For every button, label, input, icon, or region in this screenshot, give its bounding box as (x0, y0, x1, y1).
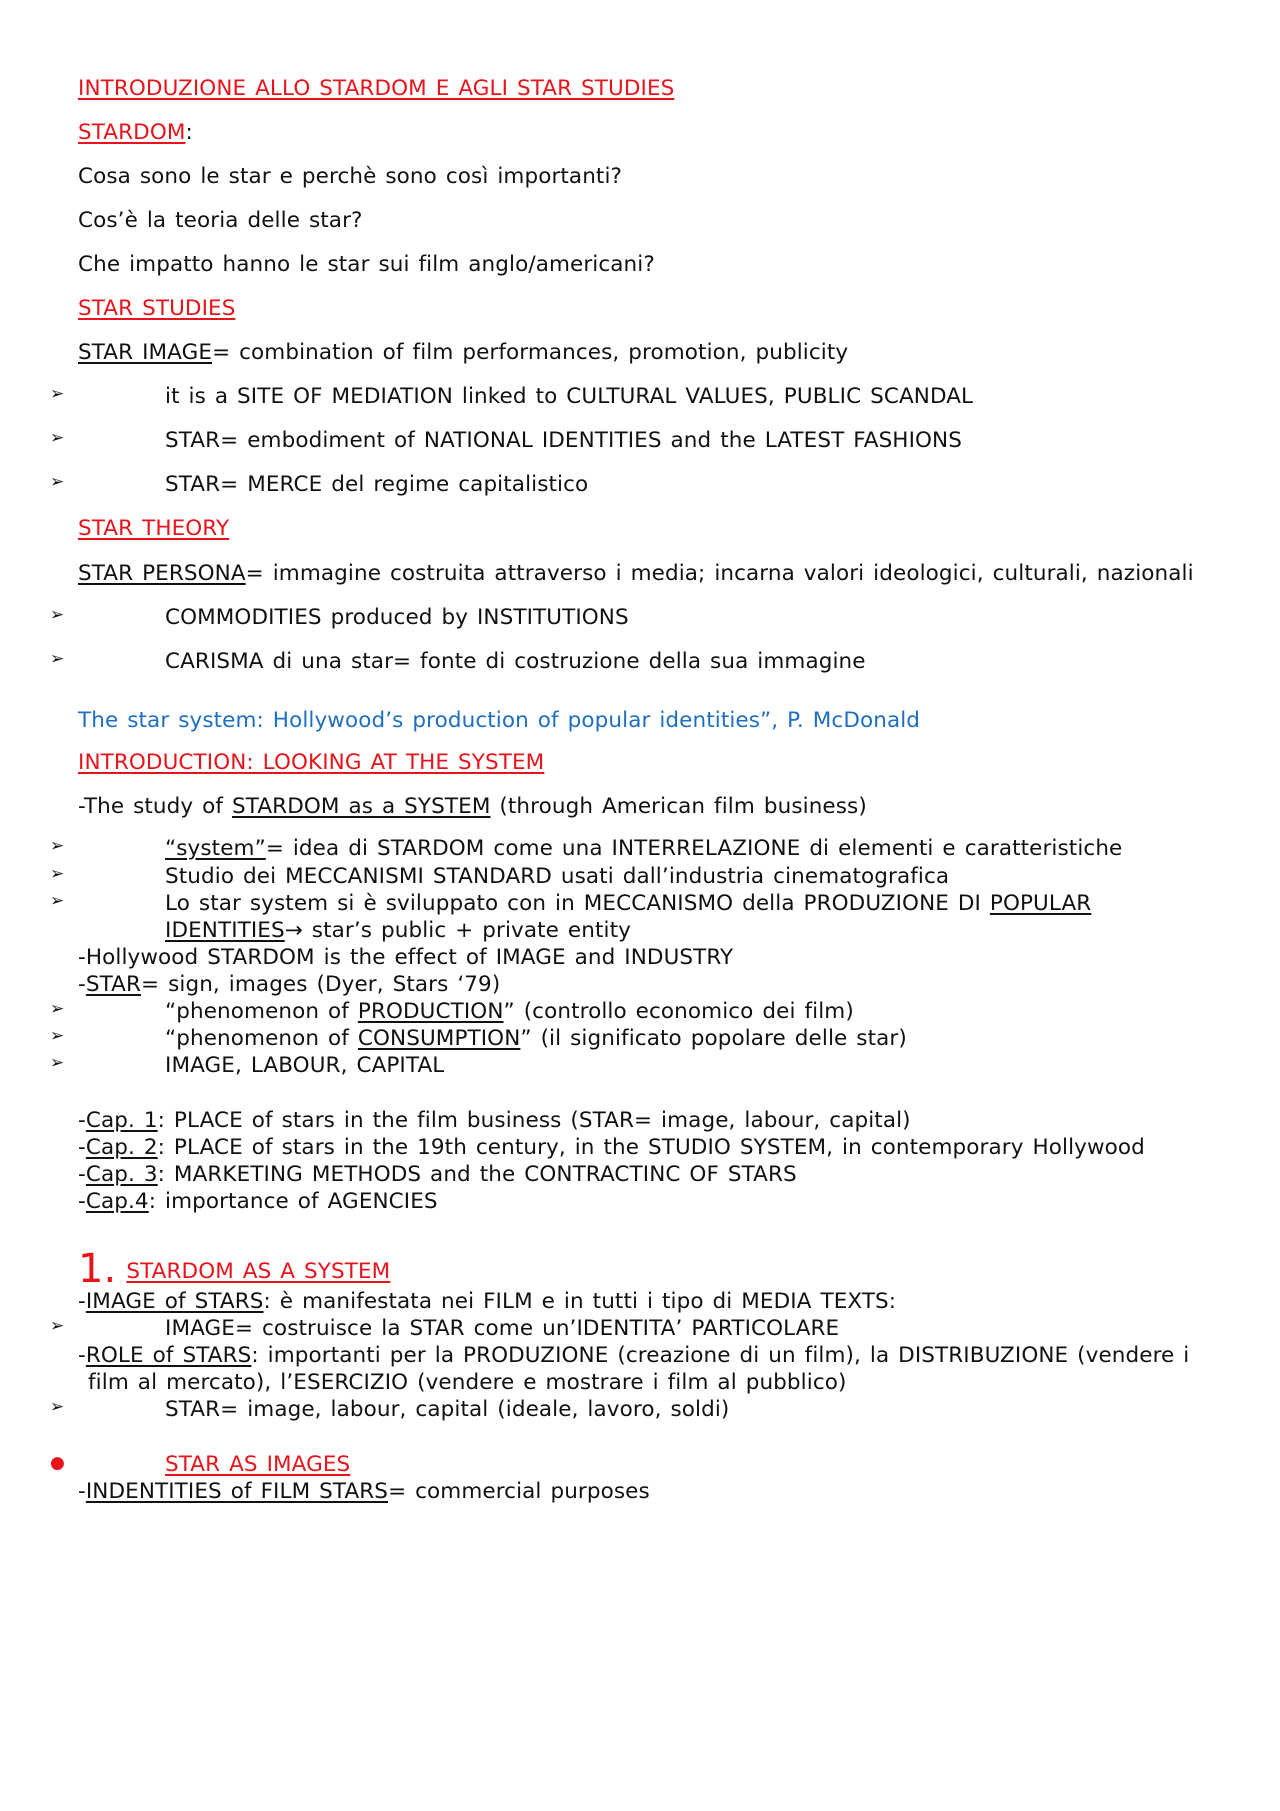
star-image-definition: STAR IMAGE= combination of film performances, promotion, publicity (78, 340, 849, 365)
role-of-stars-cont: film al mercato), l’ESERCIZIO (vendere e mostrare i film al pubblico) (88, 1370, 847, 1395)
star-theory-heading: STAR THEORY (78, 516, 230, 541)
star-theory-bullet-1: ➢ COMMODITIES produced by INSTITUTIONS (0, 605, 629, 630)
chapter-1: -Cap. 1: PLACE of stars in the film business (STAR= image, labour, capital) (78, 1108, 911, 1133)
image-labour-capital: ➢ IMAGE, LABOUR, CAPITAL (0, 1053, 444, 1078)
stardom-heading: STARDOM: (78, 120, 193, 145)
doc-title: INTRODUZIONE ALLO STARDOM E AGLI STAR STUDIES (78, 76, 675, 101)
source-citation: The star system: Hollywood’s production of popular identities”, P. McDonald (78, 708, 921, 733)
chapter-2: -Cap. 2: PLACE of stars in the 19th century, in the STUDIO SYSTEM, in contemporary Hollywood (78, 1135, 1145, 1160)
system-bullet-3: ➢ Lo star system si è sviluppato con in MECCANISMO della PRODUZIONE DI POPULAR (0, 891, 1091, 916)
phenomenon-production: ➢ “phenomenon of PRODUCTION” (controllo economico dei film) (0, 999, 854, 1024)
system-bullet-2: ➢ Studio dei MECCANISMI STANDARD usati dall’industria cinematografica (0, 864, 949, 889)
role-bullet: ➢ STAR= image, labour, capital (ideale, lavoro, soldi) (0, 1397, 729, 1422)
star-as-images-heading: ● STAR AS IMAGES (0, 1452, 350, 1477)
phenomenon-consumption: ➢ “phenomenon of CONSUMPTION” (il significato popolare delle star) (0, 1026, 907, 1051)
star-sign-line: -STAR= sign, images (Dyer, Stars ‘79) (78, 972, 501, 997)
hollywood-line: -Hollywood STARDOM is the effect of IMAGE and INDUSTRY (78, 945, 734, 970)
chapter-3: -Cap. 3: MARKETING METHODS and the CONTRACTINC OF STARS (78, 1162, 797, 1187)
star-studies-heading: STAR STUDIES (78, 296, 236, 321)
star-studies-bullet-1: ➢ it is a SITE OF MEDIATION linked to CULTURAL VALUES, PUBLIC SCANDAL (0, 384, 973, 409)
section-1-heading: 1. STARDOM AS A SYSTEM (78, 1246, 391, 1292)
role-of-stars-line: -ROLE of STARS: importanti per la PRODUZIONE (creazione di un film), la DISTRIBUZIONE (vendere i (78, 1343, 1190, 1368)
star-persona-definition: STAR PERSONA= immagine costruita attraverso i media; incarna valori ideologici, culturali, nazionali (78, 561, 1194, 586)
star-studies-bullet-2: ➢ STAR= embodiment of NATIONAL IDENTITIES and the LATEST FASHIONS (0, 428, 962, 453)
chapter-4: -Cap.4: importance of AGENCIES (78, 1189, 438, 1214)
question-1: Cosa sono le star e perchè sono così importanti? (78, 164, 623, 189)
system-bullet-1: ➢ “system”= idea di STARDOM come una INTERRELAZIONE di elementi e caratteristiche (0, 836, 1122, 861)
study-line: -The study of STARDOM as a SYSTEM (through American film business) (78, 794, 867, 819)
intro-system-heading: INTRODUCTION: LOOKING AT THE SYSTEM (78, 750, 545, 775)
star-theory-bullet-2: ➢ CARISMA di una star= fonte di costruzione della sua immagine (0, 649, 866, 674)
star-studies-bullet-3: ➢ STAR= MERCE del regime capitalistico (0, 472, 588, 497)
question-3: Che impatto hanno le star sui film anglo/americani? (78, 252, 655, 277)
system-bullet-3-cont: IDENTITIES→ star’s public + private entity (165, 918, 631, 943)
image-bullet: ➢ IMAGE= costruisce la STAR come un’IDENTITA’ PARTICOLARE (0, 1316, 839, 1341)
image-of-stars-line: -IMAGE of STARS: è manifestata nei FILM e in tutti i tipo di MEDIA TEXTS: (78, 1289, 897, 1314)
question-2: Cos’è la teoria delle star? (78, 208, 363, 233)
identities-line: -INDENTITIES of FILM STARS= commercial purposes (78, 1479, 650, 1504)
